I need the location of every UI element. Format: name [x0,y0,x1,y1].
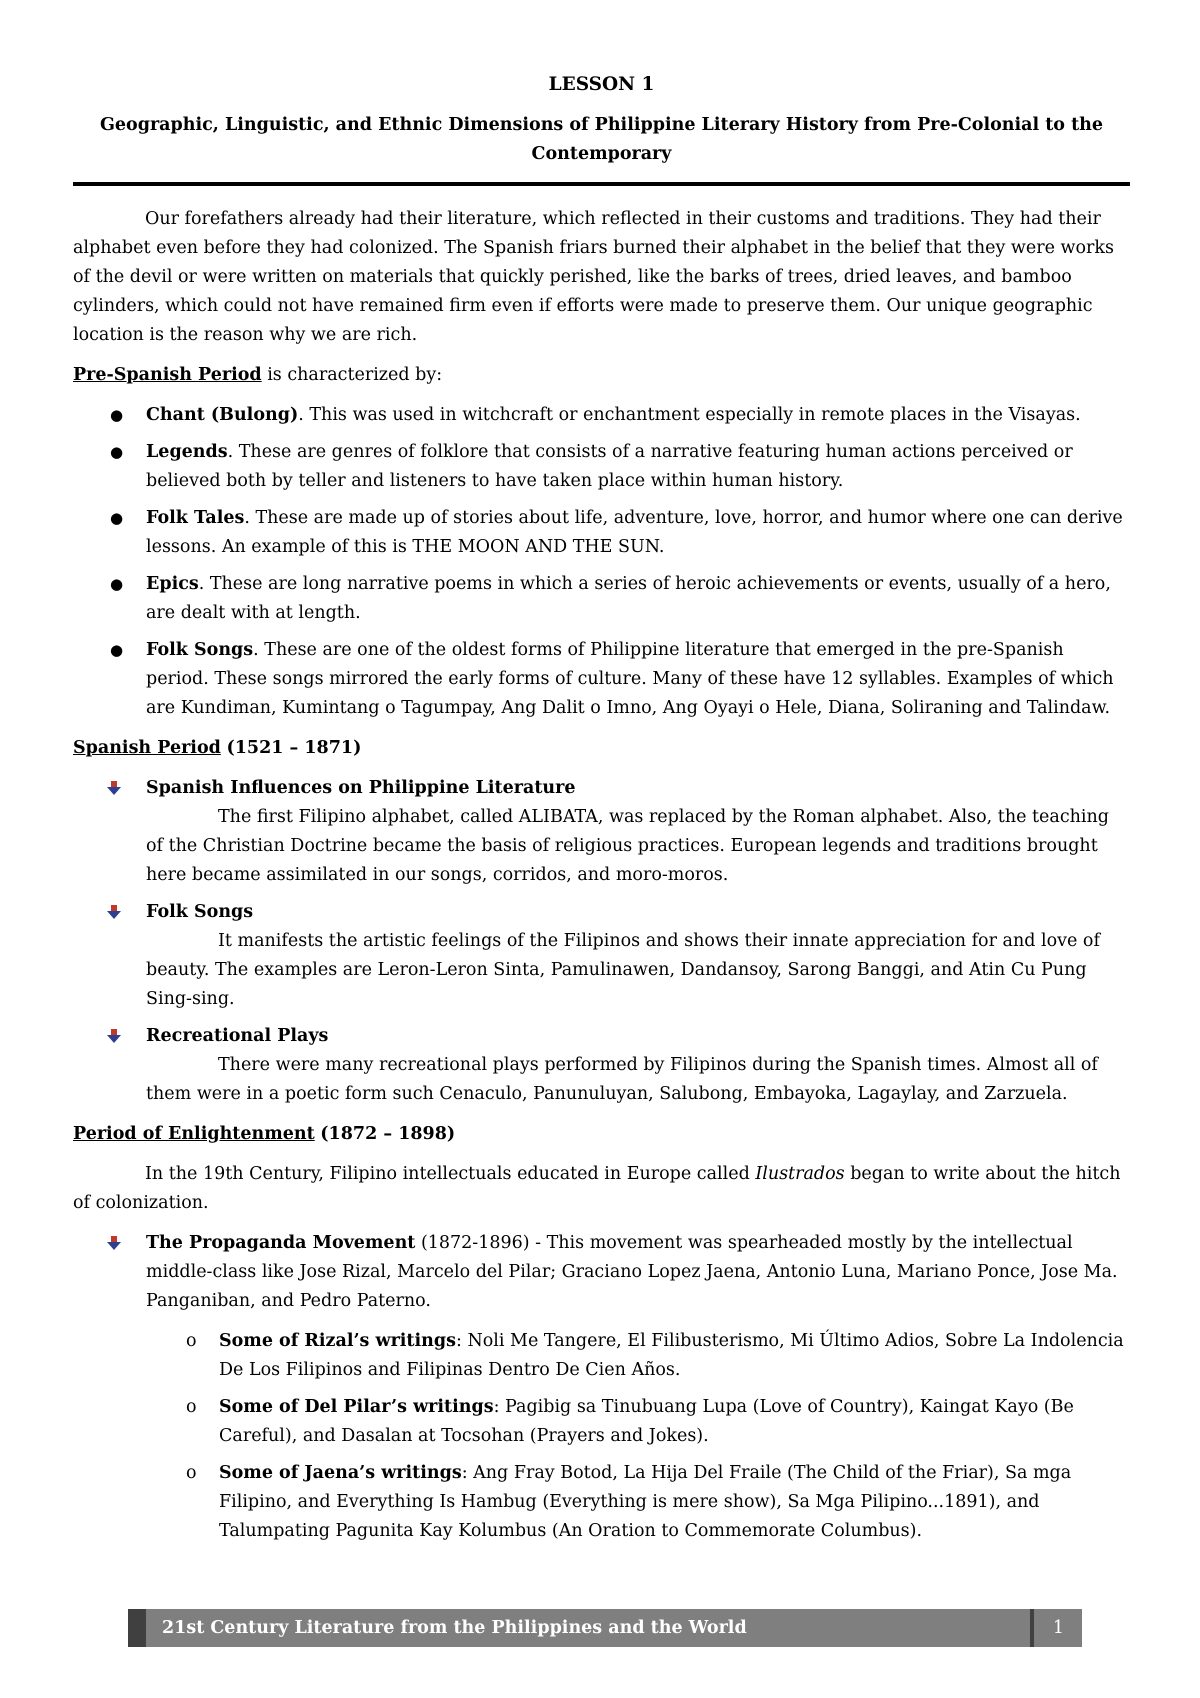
arrow-down-bullet-icon [106,780,122,796]
pre-spanish-list [73,401,1130,723]
title-divider [73,182,1130,186]
list-item-term: Folk Tales [146,508,245,528]
list-item-text: : Noli Me Tangere, El Filibusterismo, Mi Último Adios, Sobre La Indolencia De Los Filipinos and Filipinas Dentro De Cien Años. [219,1331,1124,1380]
enlightenment-intro-after: began to write about the hitch of colonization. [73,1164,1121,1213]
list-item [73,774,1130,890]
list-item-term: Some of Del Pilar’s writings [219,1397,494,1417]
arrow-down-bullet-icon [106,904,122,920]
list-item-term: Some of Jaena’s writings [219,1463,462,1483]
pre-spanish-heading-rest: is characterized by: [261,365,443,385]
list-item-text: . This was used in witchcraft or enchantment especially in remote places in the Visayas. [298,405,1081,425]
list-item-text: It manifests the artistic feelings of the Filipinos and shows their innate appreciation for and love of beauty. The examples are Leron-Leron Sinta, Pamulinawen, Dandansoy, Sarong Banggi, and Atin Cu Pung Sing-sing. [146,931,1100,1009]
list-item-term: Some of Rizal’s writings [219,1331,456,1351]
bullet-dot-icon: ● [110,509,124,527]
list-item-text: . These are one of the oldest forms of Philippine literature that emerged in the pre-Spanish period. These songs mirrored the early forms of culture. Many of these have 12 syllables. Examples of which are Kundiman, Kumintang o Tagumpay, Ang Dalit o Imno, Ang Oyayi o Hele, Diana, Soliraning and Talindaw. [146,640,1114,718]
list-item-term: Chant (Bulong) [146,405,299,425]
list-item [73,570,1130,628]
page-number: 1 [1052,1618,1064,1638]
list-item-term: Folk Songs [146,902,254,922]
pre-spanish-heading-label: Pre-Spanish Period [73,365,262,385]
list-item [73,1459,1130,1546]
list-item [73,1327,1130,1385]
footer-accent-bar [128,1609,146,1647]
list-item-term: Spanish Influences on Philippine Literature [146,778,576,798]
list-item [73,504,1130,562]
bullet-dot-icon: ● [110,443,124,461]
enlightenment-intro [73,1160,1130,1218]
arrow-down-bullet-icon [106,1235,122,1251]
list-item-term: Legends [146,442,228,462]
list-item [73,401,1130,430]
enlightenment-list [73,1229,1130,1316]
enlightenment-intro-before: In the 19th Century, Filipino intellectuals educated in Europe called [145,1164,756,1184]
bullet-dot-icon: ● [110,406,124,424]
list-item-term: Epics [146,574,199,594]
list-item-term: Folk Songs [146,640,254,660]
enlightenment-label: Period of Enlightenment [73,1124,315,1144]
list-item [73,636,1130,723]
list-item-text: There were many recreational plays performed by Filipinos during the Spanish times. Almost all of them were in a poetic form such Cenaculo, Panunuluyan, Salubong, Embayoka, Lagaylay, and Zarzuela. [146,1055,1098,1104]
page-footer [128,1609,1082,1647]
writings-list [73,1327,1130,1546]
list-item-term: The Propaganda Movement [146,1233,416,1253]
list-item-text: : Ang Fray Botod, La Hija Del Fraile (The Child of the Friar), Sa mga Filipino, and Everything Is Hambug (Everything is mere show), Sa Mga Pilipino...1891), and Talumpating Pagunita Kay Kolumbus (An Oration to Commemorate Columbus). [219,1463,1072,1541]
list-item [73,898,1130,1014]
list-item-text: : Pagibig sa Tinubuang Lupa (Love of Country), Kaingat Kayo (Be Careful), and Dasalan at Tocsohan (Prayers and Jokes). [219,1397,1074,1446]
spanish-period-label: Spanish Period [73,738,221,758]
pre-spanish-heading [73,361,1130,390]
arrow-down-bullet-icon [106,1028,122,1044]
circle-bullet-marker: o [186,1331,197,1351]
spanish-period-list [73,774,1130,1109]
spanish-period-heading [73,734,1130,763]
list-item-text: . These are made up of stories about life, adventure, love, horror, and humor where one can derive lessons. An example of this is THE MOON AND THE SUN. [146,508,1123,557]
list-item-text: The first Filipino alphabet, called ALIBATA, was replaced by the Roman alphabet. Also, the teaching of the Christian Doctrine became the basis of religious practices. European legends and traditions brought here became assimilated in our songs, corridos, and moro-moros. [146,807,1109,885]
enlightenment-years: (1872 – 1898) [320,1124,456,1144]
footer-course-title: 21st Century Literature from the Philippines and the World [162,1618,747,1638]
bullet-dot-icon: ● [110,575,124,593]
list-item-text: . These are genres of folklore that consists of a narrative featuring human actions perceived or believed both by teller and listeners to have taken place within human history. [146,442,1073,491]
list-item-text: (1872-1896) - This movement was spearheaded mostly by the intellectual middle-class like Jose Rizal, Marcelo del Pilar; Graciano Lopez Jaena, Antonio Luna, Mariano Ponce, Jose Ma. Panganiban, and Pedro Paterno. [146,1233,1118,1311]
spanish-period-years: (1521 – 1871) [226,738,362,758]
enlightenment-heading [73,1120,1130,1149]
footer-divider [1030,1609,1034,1647]
list-item [73,1393,1130,1451]
intro-paragraph: Our forefathers already had their literature, which reflected in their customs and traditions. They had their alphabet even before they had colonized. The Spanish friars burned their alphabet in the belief that they were works of the devil or were written on materials that quickly perished, like the barks of trees, dried leaves, and bamboo cylinders, which could not have remained firm even if efforts were made to preserve them. Our unique geographic location is the reason why we are rich. [73,209,1114,345]
lesson-label: LESSON 1 [548,74,655,95]
circle-bullet-marker: o [186,1463,197,1483]
list-item [73,1229,1130,1316]
bullet-dot-icon: ● [110,641,124,659]
list-item-term: Recreational Plays [146,1026,329,1046]
enlightenment-intro-italic: Ilustrados [755,1164,845,1184]
list-item-text: . These are long narrative poems in which a series of heroic achievements or events, usually of a hero, are dealt with at length. [146,574,1111,623]
list-item [73,438,1130,496]
document-title: Geographic, Linguistic, and Ethnic Dimensions of Philippine Literary History from Pre-Colonial to the Contemporary [99,115,1104,164]
circle-bullet-marker: o [186,1397,197,1417]
list-item [73,1022,1130,1109]
